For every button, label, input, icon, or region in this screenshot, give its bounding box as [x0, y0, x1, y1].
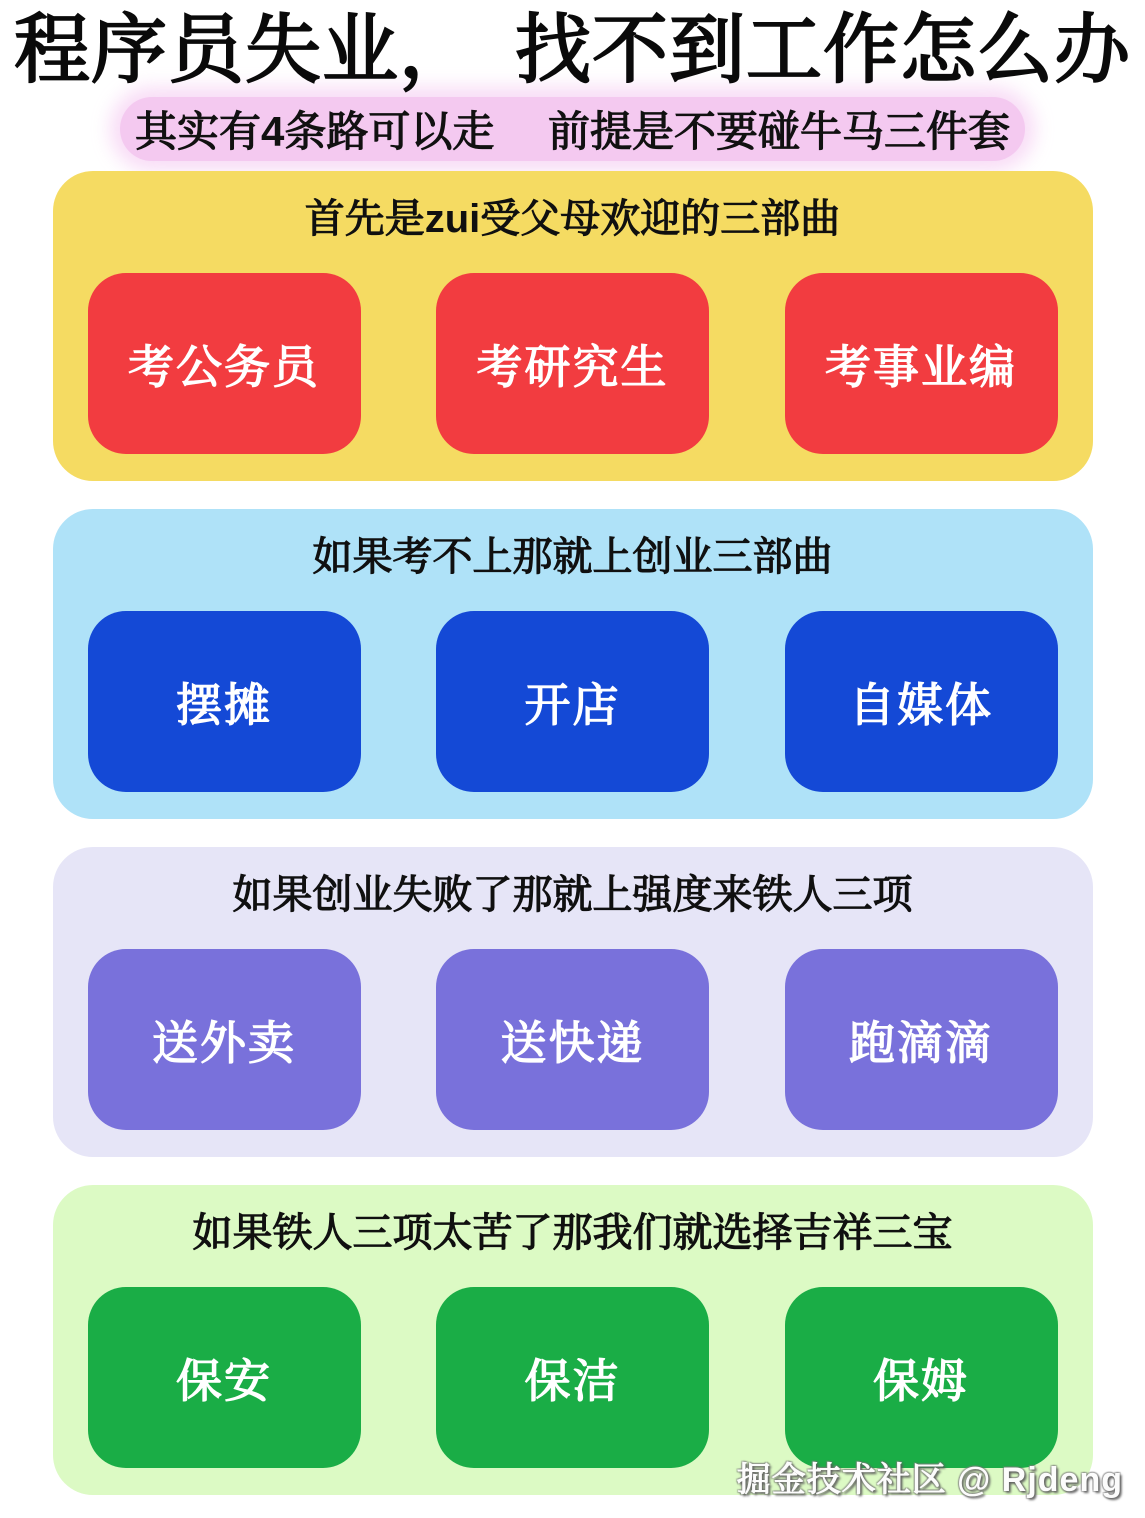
card-cleaner: 保洁 [436, 1287, 709, 1468]
section-title: 首先是zui受父母欢迎的三部曲 [304, 197, 841, 242]
card-public-institution-exam: 考事业编 [785, 273, 1058, 454]
section-title: 如果考不上那就上创业三部曲 [312, 535, 833, 580]
card-civil-servant-exam: 考公务员 [88, 273, 361, 454]
section-ironman-triathlon [53, 847, 1093, 1157]
card-courier: 送快递 [436, 949, 709, 1130]
card-nanny: 保姆 [785, 1287, 1058, 1468]
section-lucky-three-treasures [53, 1185, 1093, 1495]
card-row [88, 1287, 1058, 1468]
page-title: 程序员失业， 找不到工作怎么办 [14, 8, 1131, 93]
card-open-shop: 开店 [436, 611, 709, 792]
subtitle-highlight-pill [120, 97, 1025, 161]
card-security-guard: 保安 [88, 1287, 361, 1468]
watermark: 掘金技术社区 @ Rjdeng [736, 1461, 1123, 1499]
section-parents-trilogy [53, 171, 1093, 481]
card-row [88, 611, 1058, 792]
card-ride-hailing: 跑滴滴 [785, 949, 1058, 1130]
card-row [88, 949, 1058, 1130]
section-title: 如果铁人三项太苦了那我们就选择吉祥三宝 [192, 1211, 953, 1256]
page-subtitle: 其实有4条路可以走 前提是不要碰牛马三件套 [134, 108, 1011, 156]
card-row [88, 273, 1058, 454]
section-startup-trilogy [53, 509, 1093, 819]
section-title: 如果创业失败了那就上强度来铁人三项 [232, 873, 913, 918]
card-self-media: 自媒体 [785, 611, 1058, 792]
card-food-delivery: 送外卖 [88, 949, 361, 1130]
card-graduate-exam: 考研究生 [436, 273, 709, 454]
card-street-stall: 摆摊 [88, 611, 361, 792]
